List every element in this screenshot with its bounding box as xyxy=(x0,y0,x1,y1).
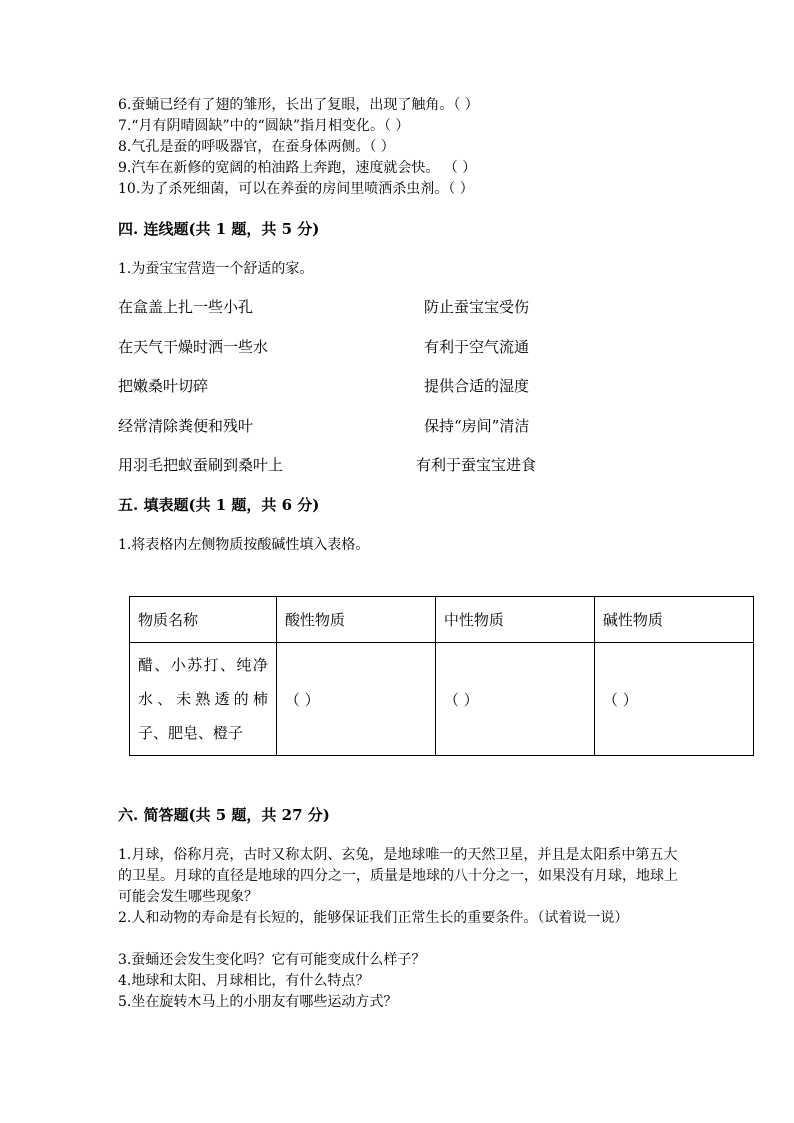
table-row xyxy=(130,643,754,756)
section-heading-matching: 四. 连线题(共 1 题，共 5 分) xyxy=(118,220,320,238)
short-answer-question: 4.地球和太阳、月球相比，有什么特点？ xyxy=(118,973,370,989)
section-heading-short-answer: 六. 简答题(共 5 题，共 27 分) xyxy=(118,806,330,824)
matching-right-item: 有利于空气流通 xyxy=(424,338,530,356)
judgement-item: 6.蚕蛹已经有了翅的雏形，长出了复眼，出现了触角。（ ） xyxy=(118,97,479,113)
section-heading-table: 五. 填表题(共 1 题，共 6 分) xyxy=(118,496,320,514)
short-answer-question: 3.蚕蛹还会发生变化吗？它有可能变成什么样子？ xyxy=(118,952,426,968)
answer-blank-neutral[interactable]: （ ） xyxy=(435,643,594,756)
matching-left-item: 经常清除粪便和残叶 xyxy=(118,417,254,435)
matching-left-item: 在天气干燥时洒一些水 xyxy=(118,338,269,356)
table-question: 1.将表格内左侧物质按酸碱性填入表格。 xyxy=(118,537,370,553)
short-answer-question: 5.坐在旋转木马上的小朋友有哪些运动方式？ xyxy=(118,994,398,1010)
judgement-item: 8.气孔是蚕的呼吸器官，在蚕身体两侧。（ ） xyxy=(118,139,395,155)
matching-left-item: 把嫩桑叶切碎 xyxy=(118,377,209,395)
table-header-cell: 酸性物质 xyxy=(276,597,435,643)
materials-cell: 醋、小苏打、纯净水、未熟透的柿子、肥皂、橙子 xyxy=(130,643,277,756)
judgement-item: 9.汽车在新修的宽阔的柏油路上奔跑，速度就会快。 （ ） xyxy=(118,160,477,176)
table-header-cell: 中性物质 xyxy=(435,597,594,643)
short-answer-question: 2.人和动物的寿命是有长短的，能够保证我们正常生长的重要条件。（试着说一说） xyxy=(118,910,629,926)
answer-blank-base[interactable]: （ ） xyxy=(594,643,753,756)
matching-right-item: 防止蚕宝宝受伤 xyxy=(424,298,530,316)
judgement-item: 7.“月有阴晴圆缺”中的“圆缺”指月相变化。（ ） xyxy=(118,118,410,134)
matching-right-item: 保持“房间”清洁 xyxy=(424,417,530,435)
table-header-cell: 物质名称 xyxy=(130,597,277,643)
matching-right-item: 有利于蚕宝宝进食 xyxy=(416,456,537,474)
judgement-item: 10.为了杀死细菌，可以在养蚕的房间里喷洒杀虫剂。（ ） xyxy=(118,181,474,197)
matching-left-item: 在盒盖上扎一些小孔 xyxy=(118,298,254,316)
matching-right-item: 提供合适的湿度 xyxy=(424,377,530,395)
short-answer-question: 1.月球，俗称月亮，古时又称太阴、玄兔，是地球唯一的天然卫星，并且是太阳系中第五大的卫星。月球的直径是地球的四分之一，质量是地球的八十分之一，如果没有月球，地球上可能会发生哪些现象？ xyxy=(118,847,678,905)
matching-question: 1.为蚕宝宝营造一个舒适的家。 xyxy=(118,261,314,277)
matching-left-item: 用羽毛把蚁蚕刷到桑叶上 xyxy=(118,456,284,474)
acid-base-table xyxy=(129,596,754,756)
table-header-row xyxy=(130,597,754,643)
table-header-cell: 碱性物质 xyxy=(594,597,753,643)
answer-blank-acid[interactable]: （ ） xyxy=(276,643,435,756)
